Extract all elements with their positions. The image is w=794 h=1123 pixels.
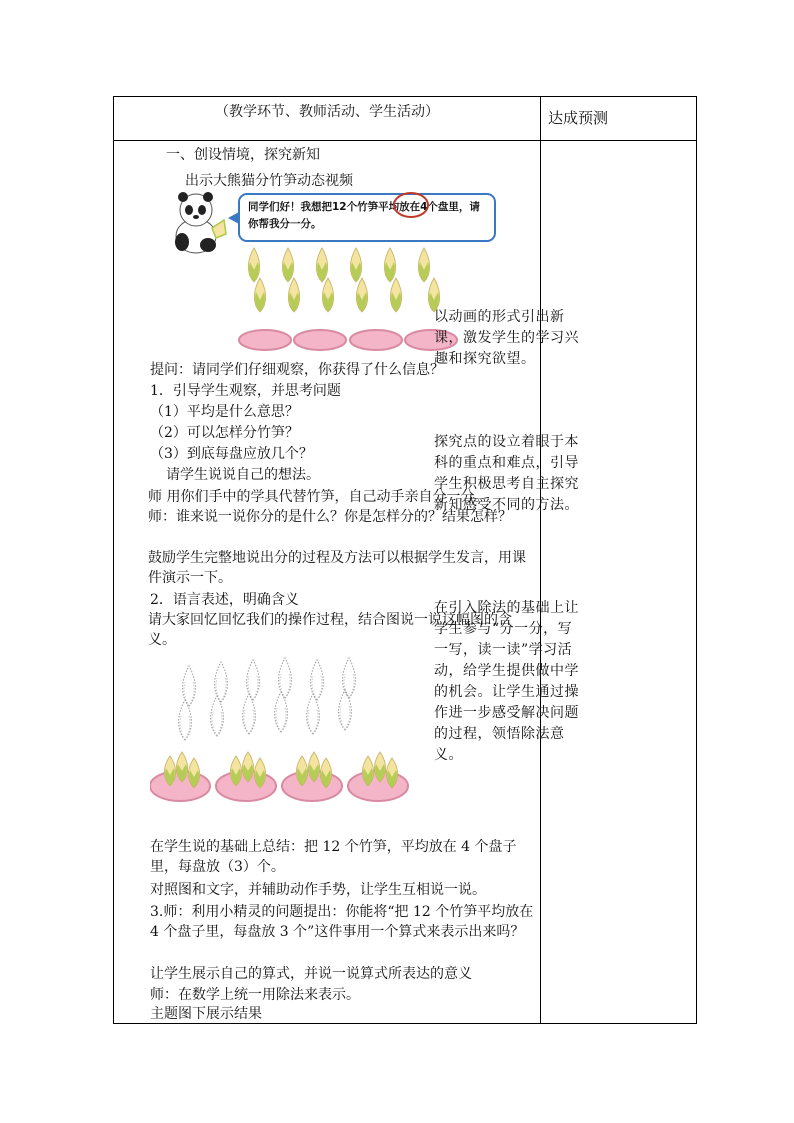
line-7: 师：谁来说一说你分的是什么？你是怎样分的？结果怎样？ [148,509,512,525]
right-note-1: 以动画的形式引出新课，激发学生的学习兴趣和探究欲望。 [434,309,579,367]
panda-illustration [168,190,230,256]
line-11: 在学生说的基础上总结：把 12 个竹笋，平均放在 4 个盘子里，每盘放（3）个。 [150,839,517,875]
header-right: 达成预测 [548,109,609,127]
line-5: 请学生说说自己的想法。 [166,467,320,483]
line-13: 3.师：利用小精灵的问题提出：你能将“把 12 个竹笋平均放在 4 个盘子里，每盘放 3 个”这件事用一个算式来表示出来吗？ [150,904,534,940]
line-1: 1．引导学生观察，并思考问题 [150,383,341,399]
line-2: （1）平均是什么意思？ [150,404,299,420]
line-12: 对照图和文字，并辅助动作手势，让学生互相说一说。 [150,882,486,898]
speech-bubble [238,193,496,242]
line-6: 师 用你们手中的学具代替竹笋，自己动手亲自分一分。 [148,489,489,505]
column-divider [540,97,541,1023]
section-title: 一、创设情境，探究新知 [166,147,320,163]
header-left: （教学环节、教师活动、学生活动） [215,104,439,120]
bamboo-plates-figure-2 [150,656,420,824]
line-16: 主题图下展示结果 [150,1006,262,1022]
line-10: 请大家回忆回忆我们的操作过程，结合图说一说这幅图的含义。 [148,612,512,648]
line-3: （2）可以怎样分竹笋？ [150,425,299,441]
bubble-text: 同学们好！我想把12个竹笋平均放在4个盘里，请你帮我分一分。 [248,201,480,230]
highlight-circle [393,192,429,218]
line-8: 鼓励学生完整地说出分的过程及方法可以根据学生发言，用课件演示一下。 [148,550,526,586]
line-15: 师：在数学上统一用除法来表示。 [150,987,360,1003]
line-4: （3）到底每盘应放几个？ [150,446,313,462]
line-14: 让学生展示自己的算式，并说一说算式所表达的意义 [150,966,472,982]
right-note-3: 在引入除法的基础上让学生参与“分一分，写一写，读一读”学习活动，给学生提供做中学的机会。让学生通过操作进一步感受解决问题的过程，领悟除法意义。 [434,600,579,763]
line-9: 2．语言表述，明确含义 [150,592,299,608]
right-note-2: 探究点的设立着眼于本科的重点和难点，引导学生积极思考自主探究新知感受不同的方法。 [434,434,579,513]
video-line: 出示大熊猫分竹笋动态视频 [185,173,353,189]
question-line: 提问：请同学们仔细观察，你获得了什么信息？ [150,362,444,378]
